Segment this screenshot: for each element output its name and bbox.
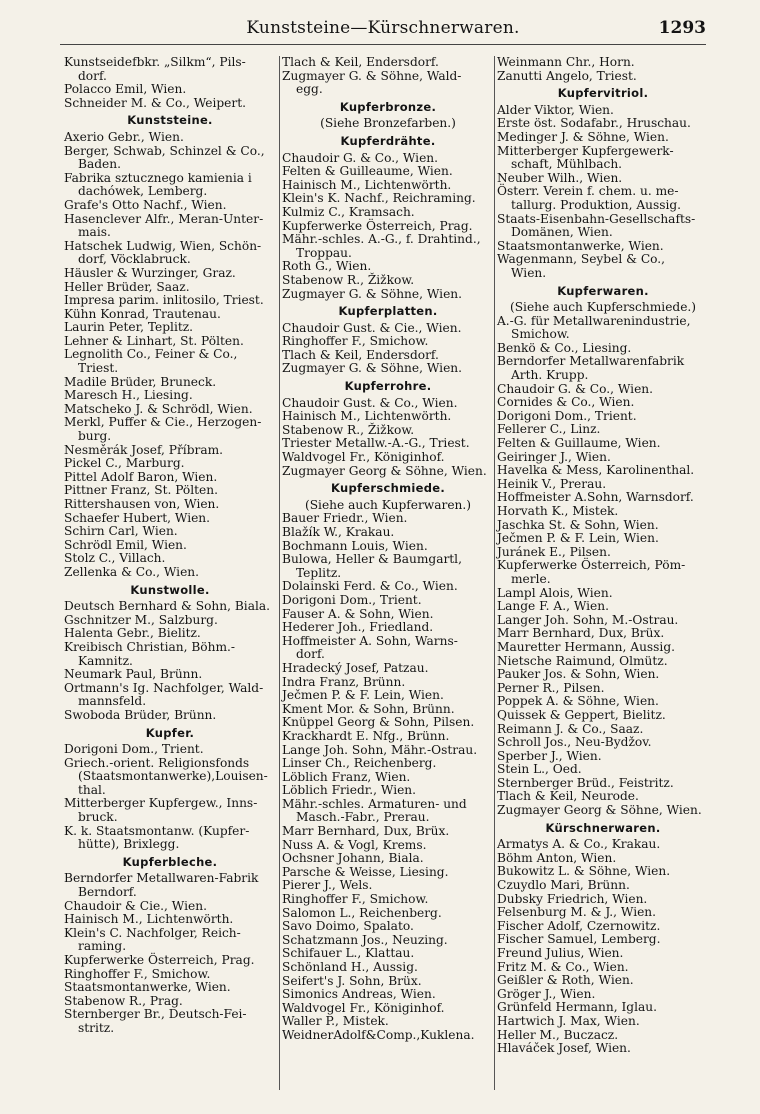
directory-entry: Weinmann Chr., Horn.	[497, 55, 635, 69]
directory-entry: Madile Brüder, Bruneck.	[64, 374, 217, 389]
directory-entry: Griech.-orient. Religionsfonds (Staatsmontanwerke),Louisen- thal.	[64, 755, 268, 797]
see-also-note: (Siehe auch Kupferwaren.)	[304, 497, 472, 512]
directory-entry: A.-G. für Metallwarenindustrie, Smichow.	[497, 313, 691, 342]
directory-entry: Tlach & Keil, Neurode.	[497, 789, 639, 804]
directory-entry: Lampl Alois, Wien.	[497, 585, 613, 600]
directory-entry: Impresa parim. inlitosilo, Triest.	[64, 293, 264, 308]
directory-entry: Bochmann Louis, Wien.	[282, 538, 428, 553]
directory-entry: Sternberger Br., Deutsch-Fei- stritz.	[64, 1007, 247, 1035]
directory-entry: Dorigoni Dom., Trient.	[497, 408, 637, 423]
directory-entry: Erste öst. Sodafabr., Hruschau.	[497, 116, 691, 131]
directory-entry: Zugmayer G. & Söhne, Wien.	[282, 361, 463, 376]
section-heading: Kupferwaren.	[557, 283, 649, 298]
see-also-note: (Siehe auch Kupferschmiede.)	[509, 300, 697, 315]
directory-entry: Sternberger Brüd., Feistritz.	[497, 775, 674, 790]
directory-entry: Löblich Franz, Wien.	[282, 769, 411, 784]
directory-entry: Marr Bernhard, Dux, Brüx.	[282, 824, 450, 839]
directory-entry: Stabenow R., Žižkow.	[282, 272, 415, 287]
section-heading: Kürschnerwaren.	[545, 820, 661, 835]
directory-entry: Neuber Wilh., Wien.	[497, 170, 623, 185]
directory-entry: Deutsch Bernhard & Sohn, Biala.	[64, 599, 271, 614]
directory-entry: Axerio Gebr., Wien.	[64, 129, 184, 144]
directory-entry: Grafe's Otto Nachf., Wien.	[64, 197, 227, 212]
directory-entry: Perner R., Pilsen.	[497, 680, 605, 695]
directory-entry: Benkö & Co., Liesing.	[497, 340, 632, 355]
directory-entry: Pickel C., Marburg.	[64, 456, 185, 471]
directory-entry: Sperber J., Wien.	[497, 748, 602, 763]
directory-entry: Linser Ch., Reichenberg.	[282, 756, 437, 771]
directory-entry: Bauer Friedr., Wien.	[282, 511, 408, 526]
directory-entry: Blažík W., Krakau.	[282, 525, 395, 539]
directory-entry: Mähr.-schles. A.-G., f. Drahtind., Troppau.	[282, 232, 481, 260]
directory-entry: Grünfeld Hermann, Iglau.	[497, 1000, 657, 1015]
directory-entry: Legnolith Co., Feiner & Co., Triest.	[64, 347, 238, 376]
directory-entry: Maresch H., Liesing.	[64, 388, 193, 403]
section-heading: Kupfervitriol.	[557, 86, 649, 101]
directory-entry: Löblich Friedr., Wien.	[282, 783, 417, 798]
column-middle	[279, 56, 494, 1090]
directory-entry: Zugmayer G. & Söhne, Wald- egg.	[282, 68, 462, 97]
directory-entry: Havelka & Mess, Karolinenthal.	[497, 463, 695, 478]
directory-entry: Chaudoir & Cie., Wien.	[64, 898, 207, 913]
directory-entry: Staats-Eisenbahn-Gesellschafts- Domänen, Wien.	[497, 211, 696, 240]
directory-entry: Nietsche Raimund, Olmütz.	[497, 653, 668, 668]
directory-entry: Fabrika sztucznego kamienia i dachówek, Lemberg.	[64, 170, 252, 199]
directory-entry: Ortmann's Ig. Nachfolger, Wald- mannsfeld.	[64, 680, 264, 709]
directory-entry: Stolz C., Villach.	[64, 551, 166, 566]
directory-entry: Stabenow R., Žižkow.	[282, 422, 415, 437]
directory-entry: Hainisch M., Lichtenwörth.	[64, 912, 234, 927]
directory-entry: Indra Franz, Brünn.	[282, 674, 406, 689]
directory-entry: Staatsmontanwerke, Wien.	[64, 980, 231, 995]
directory-entry: Bukowitz L. & Söhne, Wien.	[497, 864, 671, 879]
directory-entry: Kupferwerke Österreich, Pöm- merle.	[497, 558, 686, 586]
directory-entry: Pierer J., Wels.	[282, 878, 373, 893]
directory-entry: Freund Julius, Wien.	[497, 946, 624, 960]
directory-entry: Neumark Paul, Brünn.	[64, 667, 203, 682]
directory-entry: Reimann J. & Co., Saaz.	[497, 721, 644, 736]
directory-entry: Schifauer L., Klattau.	[282, 946, 415, 961]
directory-entry: Fischer Adolf, Czernowitz.	[497, 918, 661, 933]
directory-entry: Dorigoni Dom., Trient.	[282, 592, 422, 607]
directory-entry: WeidnerAdolf&Comp.,Kuklena.	[282, 1027, 475, 1042]
directory-entry: Schrödl Emil, Wien.	[64, 537, 187, 552]
directory-entry: Medinger J. & Söhne, Wien.	[497, 129, 669, 144]
directory-entry: Salomon L., Reichenberg.	[282, 905, 442, 920]
directory-entry: Kunstseidefbkr. „Silkm“, Pils- dorf.	[64, 55, 246, 83]
directory-entry: Zugmayer G. & Söhne, Wien.	[282, 286, 463, 301]
directory-entry: Schönland H., Aussig.	[282, 960, 418, 974]
section-heading: Kupferdrähte.	[340, 133, 436, 148]
directory-entry: Heller Brüder, Saaz.	[64, 279, 190, 294]
directory-entry: Hasenclever Alfr., Meran-Unter- mais.	[64, 211, 264, 240]
directory-entry: Savo Doimo, Spalato.	[282, 919, 414, 934]
directory-entry: Wagenmann, Seybel & Co., Wien.	[497, 252, 666, 280]
section-heading: Kupferplatten.	[338, 304, 438, 319]
directory-entry: Nuss A. & Vogl, Krems.	[282, 837, 427, 852]
directory-entry: Chaudoir G. & Co., Wien.	[282, 150, 439, 165]
directory-entry: Hradecký Josef, Patzau.	[282, 660, 429, 675]
directory-entry: Waller P., Mistek.	[282, 1014, 389, 1029]
directory-entry: Hatschek Ludwig, Wien, Schön- dorf, Vöcklabruck.	[64, 238, 262, 267]
directory-entry: Pauker Jos. & Sohn, Wien.	[497, 667, 660, 682]
directory-entry: Felten & Guilleaume, Wien.	[282, 164, 453, 179]
directory-entry: Österr. Verein f. chem. u. me- tallurg. Produktion, Aussig.	[497, 184, 682, 212]
directory-entry: Langer Joh. Sohn, M.-Ostrau.	[497, 612, 679, 627]
directory-entry: Klein's C. Nachfolger, Reich- raming.	[64, 925, 241, 954]
directory-entry: Hoffmeister A.Sohn, Warnsdorf.	[497, 490, 694, 505]
directory-entry: Simonics Andreas, Wien.	[282, 987, 436, 1002]
directory-entry: Swoboda Brüder, Brünn.	[64, 707, 217, 722]
directory-entry: Schneider M. & Co., Weipert.	[64, 95, 246, 110]
page-number: 1293	[658, 18, 706, 38]
directory-entry: Bulowa, Heller & Baumgartl, Teplitz.	[282, 552, 462, 580]
directory-entry: Lehner & Linhart, St. Pölten.	[64, 333, 244, 348]
directory-entry: Mitterberger Kupfergew., Inns- bruck.	[64, 796, 258, 825]
directory-entry: Geißler & Roth, Wien.	[497, 973, 634, 988]
directory-entry: Kment Mor. & Sohn, Brünn.	[282, 701, 455, 716]
directory-entry: Hartwich J. Max, Wien.	[497, 1013, 640, 1028]
directory-entry: Tlach & Keil, Endersdorf.	[282, 347, 439, 362]
section-heading: Kupferschmiede.	[330, 481, 446, 496]
section-heading: Kupferrohre.	[344, 379, 432, 394]
directory-entry: Stabenow R., Prag.	[64, 993, 183, 1008]
directory-entry: Nesměrák Josef, Příbram.	[64, 442, 224, 457]
directory-entry: K. k. Staatsmontanw. (Kupfer- hütte), Brixlegg.	[64, 823, 250, 852]
directory-entry: Seifert's J. Sohn, Brüx.	[282, 973, 422, 988]
directory-entry: Zugmayer Georg & Söhne, Wien.	[497, 803, 702, 818]
directory-entry: Waldvogel Fr., Königinhof.	[282, 450, 445, 465]
directory-entry: Horvath K., Mistek.	[497, 504, 619, 518]
directory-entry: Chaudoir Gust. & Co., Wien.	[282, 395, 458, 410]
directory-entry: Ječmen P. & F. Lein, Wien.	[497, 531, 659, 546]
directory-entry: Kupferwerke Österreich, Prag.	[282, 218, 473, 233]
directory-entry: Fritz M. & Co., Wien.	[497, 959, 629, 974]
directory-entry: Stein L., Oed.	[497, 762, 582, 777]
directory-entry: Häusler & Wurzinger, Graz.	[64, 265, 236, 280]
column-right	[494, 56, 709, 1090]
directory-entry: Chaudoir G. & Co., Wien.	[497, 381, 654, 396]
directory-entry: Czuydlo Mari, Brünn.	[497, 878, 630, 893]
directory-entry: Zugmayer Georg & Söhne, Wien.	[282, 463, 487, 478]
directory-entry: Quissek & Geppert, Bielitz.	[497, 707, 666, 722]
directory-entry: Juránek E., Pilsen.	[497, 544, 611, 559]
directory-entry: Ochsner Johann, Biala.	[282, 851, 424, 866]
directory-entry: Klein's K. Nachf., Reichraming.	[282, 191, 476, 206]
directory-entry: Kühn Konrad, Trautenau.	[64, 306, 221, 321]
directory-entry: Krackhardt E. Nfg., Brünn.	[282, 728, 450, 743]
directory-entry: Hainisch M., Lichtenwörth.	[282, 177, 452, 192]
section-heading: Kupfer.	[145, 725, 195, 740]
directory-entry: Kreibisch Christian, Böhm.- Kamnitz.	[64, 639, 236, 668]
section-heading: Kunstwolle.	[130, 582, 210, 597]
directory-entry: Geiringer J., Wien.	[497, 449, 611, 464]
directory-entry: Fauser A. & Sohn, Wien.	[282, 606, 434, 621]
directory-entry: Berndorfer Metallwaren-Fabrik Berndorf.	[64, 871, 259, 900]
directory-entry: Laurin Peter, Teplitz.	[64, 320, 194, 335]
directory-entry: Halenta Gebr., Bielitz.	[64, 626, 201, 641]
directory-entry: Pittel Adolf Baron, Wien.	[64, 469, 218, 484]
directory-entry: Mauretter Hermann, Aussig.	[497, 639, 676, 654]
directory-entry: Lange F. A., Wien.	[497, 599, 609, 614]
directory-entry: Cornides & Co., Wien.	[497, 395, 635, 410]
directory-entry: Gröger J., Wien.	[497, 986, 596, 1001]
directory-entry: Heinik V., Prerau.	[497, 476, 607, 491]
page-header	[60, 18, 706, 45]
directory-entry: Polacco Emil, Wien.	[64, 82, 187, 97]
directory-entry: Fellerer C., Linz.	[497, 422, 601, 437]
directory-entry: Staatsmontanwerke, Wien.	[497, 238, 664, 253]
directory-entry: Rittershausen von, Wien.	[64, 497, 220, 511]
directory-entry: Felsenburg M. & J., Wien.	[497, 905, 657, 920]
directory-entry: Schirn Carl, Wien.	[64, 524, 178, 539]
directory-entry: Knüppel Georg & Sohn, Pilsen.	[282, 715, 475, 730]
directory-entry: Mitterberger Kupfergewerk- schaft, Mühlbach.	[497, 143, 674, 172]
directory-entry: Tlach & Keil, Endersdorf.	[282, 55, 439, 69]
directory-entry: Felten & Guillaume, Wien.	[497, 436, 661, 451]
directory-entry: Chaudoir Gust. & Cie., Wien.	[282, 320, 462, 335]
page-title: Kunststeine—Kürschnerwaren.	[246, 18, 520, 38]
directory-entry: Zanutti Angelo, Triest.	[497, 68, 637, 83]
directory-entry: Marr Bernhard, Dux, Brüx.	[497, 626, 665, 641]
directory-entry: Berger, Schwab, Schinzel & Co., Baden.	[64, 143, 265, 172]
directory-entry: Parsche & Weisse, Liesing.	[282, 864, 449, 879]
directory-entry: Zellenka & Co., Wien.	[64, 564, 200, 579]
directory-entry: Hlaváček Josef, Wien.	[497, 1041, 631, 1056]
directory-entry: Merkl, Puffer & Cie., Herzogen- burg.	[64, 415, 262, 444]
directory-entry: Kulmiz C., Kramsach.	[282, 204, 415, 219]
directory-entry: Matscheko J. & Schrödl, Wien.	[64, 401, 253, 416]
directory-entry: Mähr.-schles. Armaturen- und Masch.-Fabr., Prerau.	[282, 796, 467, 825]
directory-entry: Ringhoffer F., Smichow.	[282, 892, 429, 907]
section-heading: Kupferbleche.	[122, 854, 218, 869]
section-heading: Kunststeine.	[127, 113, 213, 128]
directory-entry: Böhm Anton, Wien.	[497, 850, 617, 865]
directory-entry: Fischer Samuel, Lemberg.	[497, 932, 661, 947]
directory-entry: Poppek A. & Söhne, Wien.	[497, 694, 659, 709]
directory-entry: Jaschka St. & Sohn, Wien.	[497, 517, 659, 532]
directory-entry: Schroll Jos., Neu-Bydžov.	[497, 735, 652, 750]
directory-entry: Roth G., Wien.	[282, 259, 372, 274]
directory-entry: Dolainski Ferd. & Co., Wien.	[282, 579, 458, 594]
directory-entry: Hederer Joh., Friedland.	[282, 620, 434, 635]
directory-entry: Schaefer Hubert, Wien.	[64, 510, 211, 525]
directory-entry: Dubsky Friedrich, Wien.	[497, 891, 648, 906]
directory-entry: Dorigoni Dom., Trient.	[64, 742, 204, 757]
directory-entry: Hoffmeister A. Sohn, Warns- dorf.	[282, 633, 458, 662]
directory-entry: Armatys A. & Co., Krakau.	[497, 837, 661, 852]
directory-entry: Triester Metallw.-A.-G., Triest.	[282, 436, 470, 451]
directory-entry: Ringhoffer F., Smichow.	[64, 966, 211, 981]
directory-entry: Berndorfer Metallwarenfabrik Arth. Krupp.	[497, 354, 685, 383]
directory-entry: Hainisch M., Lichtenwörth.	[282, 409, 452, 424]
directory-entry: Heller M., Buczacz.	[497, 1027, 619, 1042]
section-heading: Kupferbronze.	[339, 99, 437, 114]
directory-entry: Ringhoffer F., Smichow.	[282, 334, 429, 349]
directory-entry: Gschnitzer M., Salzburg.	[64, 612, 218, 627]
directory-entry: Kupferwerke Österreich, Prag.	[64, 953, 255, 967]
column-left	[64, 56, 276, 1090]
directory-entry: Alder Viktor, Wien.	[497, 102, 614, 117]
directory-entry: Schatzmann Jos., Neuzing.	[282, 932, 448, 947]
directory-entry: Ječmen P. & F. Lein, Wien.	[282, 688, 444, 703]
directory-entry: Lange Joh. Sohn, Mähr.-Ostrau.	[282, 742, 478, 757]
directory-entry: Pittner Franz, St. Pölten.	[64, 483, 218, 498]
directory-entry: Waldvogel Fr., Königinhof.	[282, 1000, 445, 1015]
see-also-note: (Siehe Bronzefarben.)	[320, 116, 456, 131]
